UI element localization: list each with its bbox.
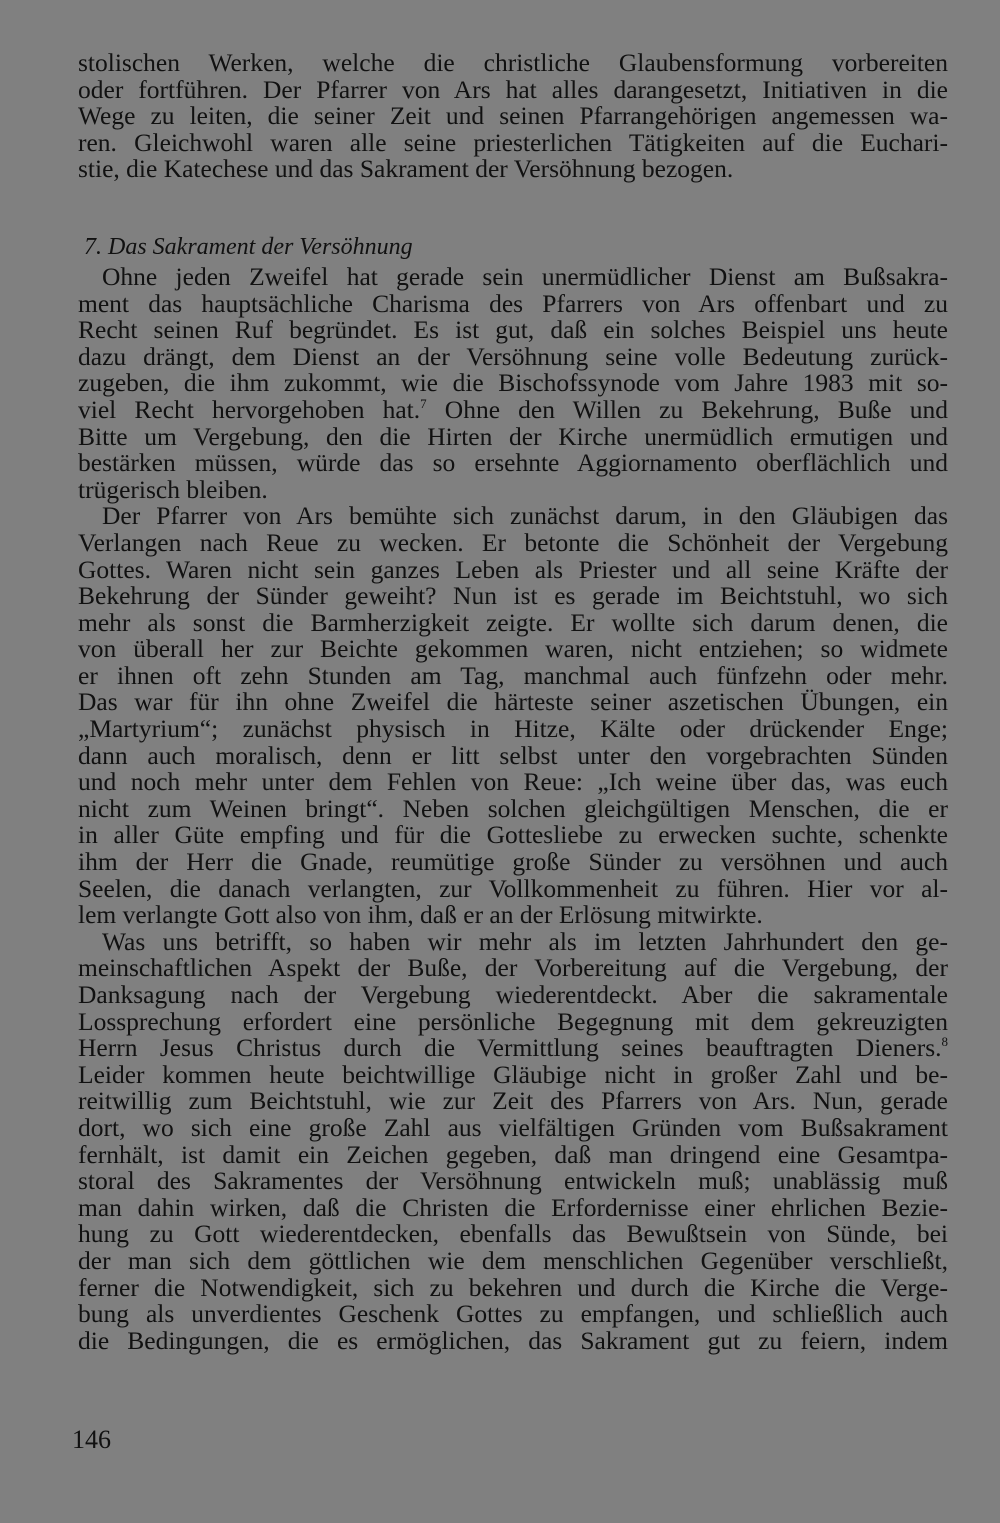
text-line: storal des Sakramentes der Versöhnung entwickeln muß; unablässig muß [78,1166,948,1196]
text-line: trügerisch bleiben. [78,474,268,504]
text-line: stolischen Werken, welche die christliche Glaubensformung vorbereiten [78,48,948,77]
text-segment: viel Recht hervorgehoben hat. [78,394,421,424]
text-line: stie, die Katechese und das Sakrament der Versöhnung bezogen. [78,154,734,184]
paragraph-3 [78,926,948,1355]
text-line: in aller Güte empfing und für die Gottesliebe zu erwecken suchte, schenkte [78,820,948,850]
paragraph-1 [78,261,948,504]
text-line: und noch mehr unter dem Fehlen von Reue: „Ich weine über das, was euch [78,767,948,797]
text-line: Lossprechung erfordert eine persönliche Begegnung mit dem gekreuzigten [78,1006,948,1036]
text-line: dazu drängt, dem Dienst an der Versöhnung seine volle Bedeutung zurück- [78,341,948,371]
text-line: ren. Gleichwohl waren alle seine priesterlichen Tätigkeiten auf die Euchari- [78,127,948,157]
text-segment: Ohne den Willen zu Bekehrung, Buße und [426,394,948,424]
text-line: zugeben, die ihm zukommt, wie die Bischofssynode vom Jahre 1983 mit so- [78,368,948,398]
text-line: von überall her zur Beichte gekommen waren, nicht entziehen; so widmete [78,634,948,664]
text-line: ment das hauptsächliche Charisma des Pfarrers von Ars offenbart und zu [78,288,948,318]
text-line: Seelen, die danach verlangten, zur Vollkommenheit zu führen. Hier vor al- [78,873,948,903]
text-line: Ohne jeden Zweifel hat gerade sein unermüdlicher Dienst am Bußsakra- [102,261,948,291]
text-line: dann auch moralisch, denn er litt selbst unter den vorgebrachten Sünden [78,740,948,770]
text-line: meinschaftlichen Aspekt der Buße, der Vorbereitung auf die Vergebung, der [78,953,948,983]
text-line-with-footnote [78,394,948,424]
text-line: mehr als sonst die Barmherzigkeit zeigte. Er wollte sich darum denen, die [78,607,948,637]
text-line: Bitte um Vergebung, den die Hirten der Kirche unermüdlich ermutigen und [78,421,948,451]
text-line: dort, wo sich eine große Zahl aus vielfältigen Gründen vom Bußsakrament [78,1112,948,1142]
text-line: „Martyrium“; zunächst physisch in Hitze, Kälte oder drückender Enge; [78,714,948,744]
text-line: Bekehrung der Sünder geweiht? Nun ist es gerade im Beichtstuhl, wo sich [78,581,948,611]
text-line: Gottes. Waren nicht sein ganzes Leben als Priester und all seine Kräfte der [78,554,948,584]
text-line: fernhält, ist damit ein Zeichen gegeben, daß man dringend eine Gesamtpa- [78,1139,948,1169]
page-number: 146 [72,1425,111,1454]
text-line: Danksagung nach der Vergebung wiederentdeckt. Aber die sakramentale [78,980,948,1009]
text-line: reitwillig zum Beichtstuhl, wie zur Zeit des Pfarrers von Ars. Nun, gerade [78,1086,948,1116]
text-line: er ihnen oft zehn Stunden am Tag, manchmal auch fünfzehn oder mehr. [78,660,948,690]
text-line: ihm der Herr die Gnade, reumütige große Sünder zu versöhnen und auch [78,847,948,877]
text-line: oder fortführen. Der Pfarrer von Ars hat alles darangesetzt, Initiativen in die [78,74,948,104]
text-line: Das war für ihn ohne Zweifel die härteste seiner aszetischen Übungen, ein [78,687,948,717]
text-line: bung als unverdientes Geschenk Gottes zu empfangen, und schließlich auch [78,1299,948,1329]
paragraph-2 [78,503,948,929]
text-line: hung zu Gott wiederentdecken, ebenfalls das Bewußtsein von Sünde, bei [78,1219,948,1249]
text-line: Recht seinen Ruf begründet. Es ist gut, daß ein solches Beispiel uns heute [78,315,948,345]
section-title: Das Sakrament der Versöhnung [108,233,413,260]
text-line-with-footnote [78,1035,948,1062]
footnote-marker: 7 [420,395,427,411]
section-heading [84,234,948,264]
intro-paragraph [78,50,948,183]
text-line: bestärken müssen, würde das so ersehnte Aggiornamento oberflächlich und [78,448,948,478]
text-segment: Herrn Jesus Christus durch die Vermittlung seines beauftragten Dieners. [78,1033,942,1063]
footnote-marker: 8 [941,1034,948,1050]
section-number: 7. [84,233,102,260]
text-line: Leider kommen heute beichtwillige Gläubige nicht in großer Zahl und be- [78,1059,948,1089]
text-line: lem verlangte Gott also von ihm, daß er an der Erlösung mitwirkte. [78,900,763,930]
text-line: die Bedingungen, die es ermöglichen, das Sakrament gut zu feiern, indem [78,1325,948,1355]
text-line: nicht zum Weinen bringt“. Neben solchen gleichgültigen Menschen, die er [78,793,948,823]
text-line: Wege zu leiten, die seiner Zeit und seinen Pfarrangehörigen angemessen wa- [78,101,948,131]
text-line: der man sich dem göttlichen wie dem menschlichen Gegenüber verschließt, [78,1245,948,1275]
text-line: Verlangen nach Reue zu wecken. Er betonte die Schönheit der Vergebung [78,527,948,557]
text-line: Der Pfarrer von Ars bemühte sich zunächst darum, in den Gläubigen das [102,501,948,531]
document-page [78,50,948,1354]
text-line: ferner die Notwendigkeit, sich zu bekehren und durch die Kirche die Verge- [78,1272,948,1302]
text-line: Was uns betrifft, so haben wir mehr als im letzten Jahrhundert den ge- [102,926,948,956]
text-line: man dahin wirken, daß die Christen die Erfordernisse einer ehrlichen Bezie- [78,1192,948,1222]
